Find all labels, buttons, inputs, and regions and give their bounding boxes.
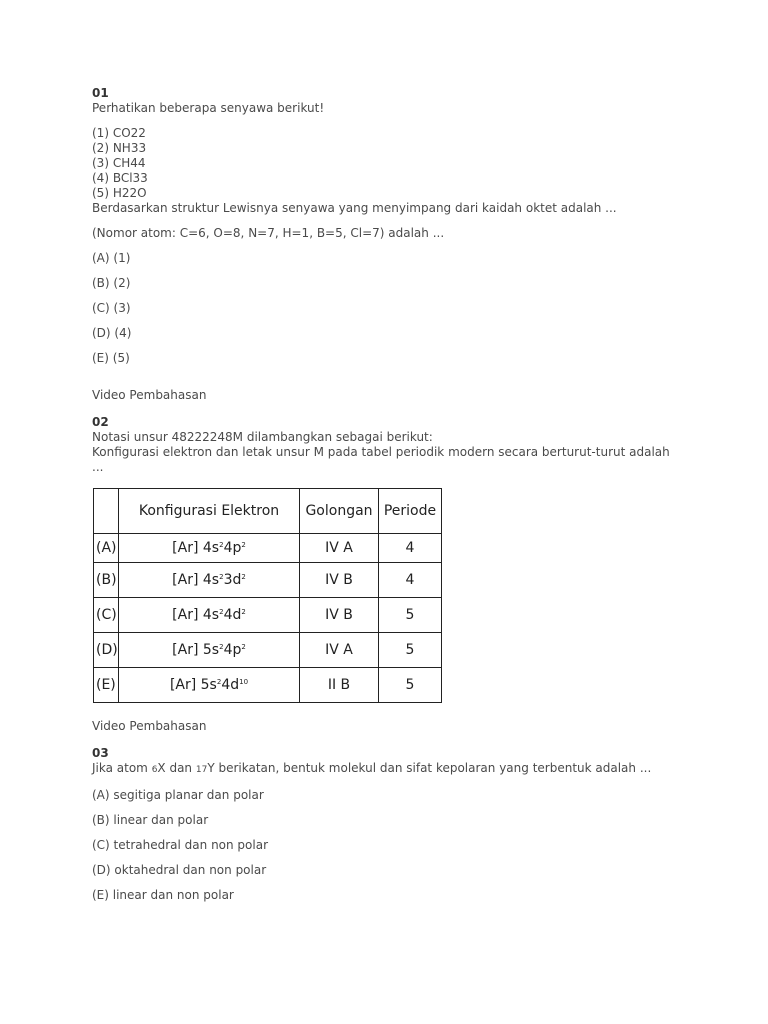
row-label: (D): [94, 633, 119, 668]
group-cell: IV A: [300, 633, 379, 668]
config-superscript: 10: [239, 678, 249, 686]
electron-config: [119, 633, 300, 668]
config-core: [Ar] 4s: [172, 540, 220, 556]
answer-options: [92, 251, 692, 366]
group-cell: IV A: [300, 534, 379, 563]
answer-option-c[interactable]: (C) tetrahedral dan non polar: [92, 838, 269, 852]
question-text-part: Jika atom: [92, 761, 152, 775]
config-core: [Ar] 4s: [172, 572, 220, 588]
answer-option-a[interactable]: (A) (1): [92, 251, 131, 265]
period-cell: 4: [379, 534, 442, 563]
table-header-group: Golongan: [300, 489, 379, 534]
config-superscript: 2: [241, 643, 246, 651]
config-orbital: 4p: [223, 540, 242, 556]
electron-config: [119, 668, 300, 703]
question-text: Konfigurasi elektron dan letak unsur M pada tabel periodik modern secara berturut-turut adalah ...: [92, 445, 670, 474]
compound-item: (2) NH33: [92, 141, 147, 155]
electron-config: [119, 598, 300, 633]
table-row: [94, 598, 442, 633]
config-orbital: 3d: [223, 572, 242, 588]
config-orbital: 4p: [223, 642, 242, 658]
period-cell: 5: [379, 598, 442, 633]
table-header-period: Periode: [379, 489, 442, 534]
row-label: (E): [94, 668, 119, 703]
row-label: (B): [94, 563, 119, 598]
table-header-blank: [94, 489, 119, 534]
question-prompt: Notasi unsur 48222248M dilambangkan sebagai berikut:: [92, 430, 433, 444]
table-row: [94, 633, 442, 668]
question-prompt: Perhatikan beberapa senyawa berikut!: [92, 101, 325, 115]
table-row: [94, 668, 442, 703]
group-cell: IV B: [300, 598, 379, 633]
answer-option-e[interactable]: (E) linear dan non polar: [92, 888, 234, 902]
table-header-config: Konfigurasi Elektron: [119, 489, 300, 534]
atomic-subscript: 6: [151, 765, 158, 775]
atomic-number-note: (Nomor atom: C=6, O=8, N=7, H=1, B=5, Cl=7) adalah ...: [92, 226, 445, 240]
period-cell: 5: [379, 633, 442, 668]
compound-item: (4) BCl33: [92, 171, 148, 185]
config-superscript: 2: [216, 678, 222, 686]
question-number: 01: [92, 86, 109, 100]
answer-option-b[interactable]: (B) linear dan polar: [92, 813, 209, 827]
video-explanation-link[interactable]: Video Pembahasan: [92, 388, 207, 402]
compound-list: [92, 126, 692, 201]
compound-item: (5) H22O: [92, 186, 147, 200]
compound-item: (1) CO22: [92, 126, 146, 140]
electron-config: [119, 563, 300, 598]
table-row: [94, 563, 442, 598]
question-number: 02: [92, 415, 109, 429]
answer-option-d[interactable]: (D) (4): [92, 326, 132, 340]
table-row: [94, 534, 442, 563]
document-page: [92, 86, 692, 903]
table-header-row: [94, 489, 442, 534]
config-superscript: 2: [219, 573, 224, 581]
answer-option-c[interactable]: (C) (3): [92, 301, 131, 315]
config-superscript: 2: [241, 573, 246, 581]
answer-option-b[interactable]: (B) (2): [92, 276, 131, 290]
row-label: (C): [94, 598, 119, 633]
period-cell: 4: [379, 563, 442, 598]
config-orbital: 4d: [221, 677, 240, 693]
answer-option-a[interactable]: (A) segitiga planar dan polar: [92, 788, 264, 802]
atomic-subscript: 17: [195, 765, 208, 775]
question-text-part: Y berikatan, bentuk molekul dan sifat kepolaran yang terbentuk adalah ...: [207, 761, 652, 775]
config-core: [Ar] 5s: [172, 642, 220, 658]
answer-option-d[interactable]: (D) oktahedral dan non polar: [92, 863, 267, 877]
config-superscript: 2: [219, 608, 224, 616]
row-label: (A): [94, 534, 119, 563]
group-cell: IV B: [300, 563, 379, 598]
config-superscript: 2: [241, 608, 246, 616]
config-superscript: 2: [219, 643, 224, 651]
period-cell: 5: [379, 668, 442, 703]
configuration-table: [93, 488, 442, 703]
answer-options: [92, 788, 692, 903]
group-cell: II B: [300, 668, 379, 703]
config-orbital: 4d: [223, 607, 242, 623]
answer-option-e[interactable]: (E) (5): [92, 351, 130, 365]
config-core: [Ar] 5s: [169, 677, 217, 693]
compound-item: (3) CH44: [92, 156, 146, 170]
config-superscript: 2: [219, 541, 224, 549]
question-text: [92, 761, 692, 778]
question-text-part: X dan: [157, 761, 196, 775]
question-number: 03: [92, 746, 109, 760]
electron-config: [119, 534, 300, 563]
config-superscript: 2: [241, 541, 246, 549]
config-core: [Ar] 4s: [172, 607, 220, 623]
video-explanation-link[interactable]: Video Pembahasan: [92, 719, 207, 733]
question-text: Berdasarkan struktur Lewisnya senyawa yang menyimpang dari kaidah oktet adalah ...: [92, 201, 617, 215]
